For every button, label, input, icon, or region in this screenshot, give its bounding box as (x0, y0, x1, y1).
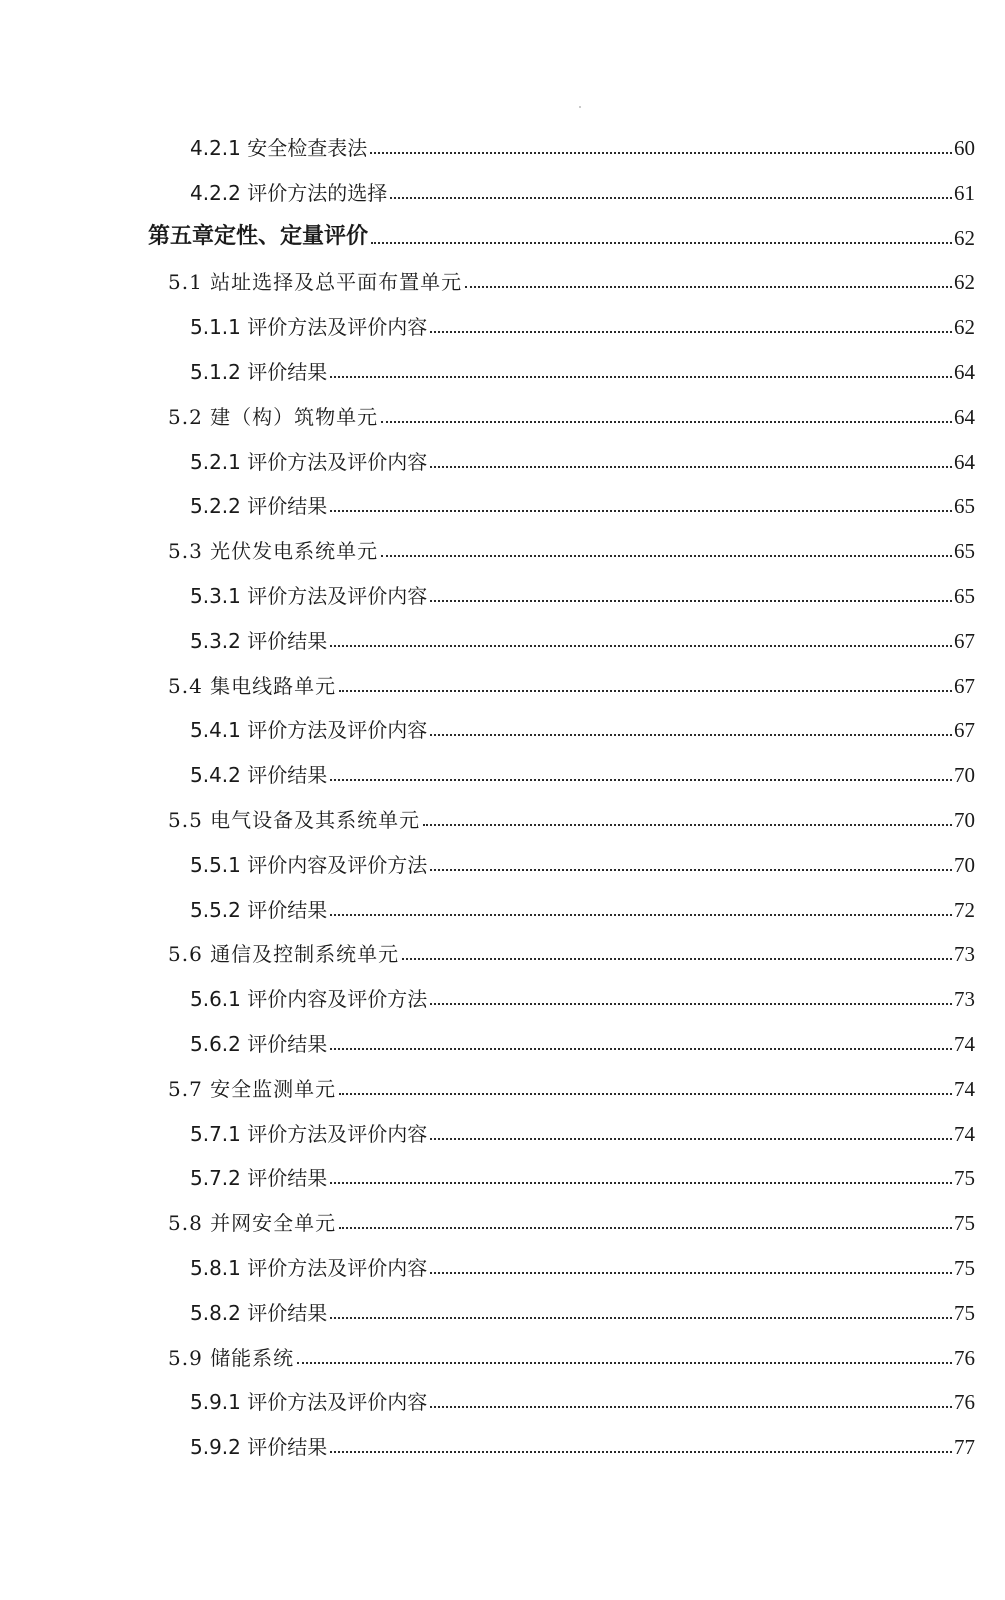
toc-entry-label: 5.7 安全监测单元 (168, 1077, 337, 1101)
toc-entry-page-number: 62 (954, 270, 975, 294)
toc-entry-page-number: 75 (954, 1256, 975, 1280)
toc-entry-label: 5.1.2 评价结果 (190, 360, 328, 384)
dot-leader (381, 555, 952, 557)
toc-entry-sub[interactable] (190, 120, 975, 160)
dot-leader (430, 734, 952, 736)
toc-entry-page-number: 70 (954, 763, 975, 787)
toc-entry-section[interactable] (168, 792, 975, 832)
toc-entry-page-number: 61 (954, 181, 975, 205)
toc-entry-sub[interactable] (190, 1240, 975, 1280)
dot-leader (330, 779, 952, 781)
toc-entry-label: 5.7.1 评价方法及评价内容 (190, 1122, 428, 1146)
toc-entry-page-number: 65 (954, 494, 975, 518)
toc-entry-sub[interactable] (190, 568, 975, 608)
dot-leader (430, 1406, 952, 1408)
dot-leader (371, 242, 952, 244)
toc-entry-page-number: 75 (954, 1301, 975, 1325)
toc-entry-page-number: 75 (954, 1166, 975, 1190)
toc-entry-label: 5.8.1 评价方法及评价内容 (190, 1256, 428, 1280)
toc-entry-page-number: 73 (954, 942, 975, 966)
toc-entry-section[interactable] (168, 1330, 975, 1370)
toc-entry-page-number: 72 (954, 898, 975, 922)
toc-entry-page-number: 62 (954, 226, 975, 250)
toc-entry-label: 5.9 储能系统 (168, 1346, 295, 1370)
toc-entry-page-number: 75 (954, 1211, 975, 1235)
dot-leader (330, 645, 952, 647)
toc-entry-sub[interactable] (190, 702, 975, 742)
toc-entry-sub[interactable] (190, 344, 975, 384)
dot-leader (330, 1048, 952, 1050)
dot-leader (330, 1317, 952, 1319)
toc-entry-label: 5.9.1 评价方法及评价内容 (190, 1390, 428, 1414)
toc-entry-sub[interactable] (190, 165, 975, 205)
toc-entry-label: 5.6.1 评价内容及评价方法 (190, 987, 428, 1011)
toc-entry-label: 5.4.2 评价结果 (190, 763, 328, 787)
toc-entry-sub[interactable] (190, 837, 975, 877)
dot-leader (430, 1003, 952, 1005)
toc-entry-label: 5.9.2 评价结果 (190, 1435, 328, 1459)
dot-leader (430, 1138, 952, 1140)
toc-entry-sub[interactable] (190, 1419, 975, 1459)
toc-entry-label: 5.1.1 评价方法及评价内容 (190, 315, 428, 339)
toc-entry-page-number: 74 (954, 1032, 975, 1056)
toc-entry-label: 5.8 并网安全单元 (168, 1211, 337, 1235)
toc-entry-page-number: 64 (954, 405, 975, 429)
toc-entry-page-number: 73 (954, 987, 975, 1011)
toc-entry-page-number: 74 (954, 1122, 975, 1146)
toc-entry-sub[interactable] (190, 1150, 975, 1190)
toc-entry-sub[interactable] (190, 971, 975, 1011)
toc-entry-section[interactable] (168, 254, 975, 294)
dot-leader (430, 600, 952, 602)
dot-leader (430, 331, 952, 333)
dot-leader (330, 510, 952, 512)
toc-entry-label: 5.5 电气设备及其系统单元 (168, 808, 421, 832)
dot-leader (297, 1362, 952, 1364)
toc-entry-page-number: 70 (954, 853, 975, 877)
dot-leader (339, 1227, 952, 1229)
dot-leader (330, 914, 952, 916)
toc-entry-page-number: 67 (954, 629, 975, 653)
toc-entry-sub[interactable] (190, 1285, 975, 1325)
dot-leader (402, 958, 952, 960)
toc-entry-section[interactable] (168, 1061, 975, 1101)
toc-entry-label: 5.2 建（构）筑物单元 (168, 405, 379, 429)
dot-leader (370, 152, 952, 154)
toc-entry-label: 5.5.1 评价内容及评价方法 (190, 853, 428, 877)
toc-entry-label: 5.2.1 评价方法及评价内容 (190, 450, 428, 474)
dot-leader (339, 1093, 952, 1095)
toc-entry-label: 5.5.2 评价结果 (190, 898, 328, 922)
toc-entry-page-number: 70 (954, 808, 975, 832)
toc-entry-section[interactable] (168, 1195, 975, 1235)
scan-speck (579, 106, 581, 108)
toc-entry-page-number: 62 (954, 315, 975, 339)
toc-entry-page-number: 77 (954, 1435, 975, 1459)
dot-leader (390, 197, 952, 199)
toc-entry-sub[interactable] (190, 434, 975, 474)
toc-entry-sub[interactable] (190, 882, 975, 922)
dot-leader (339, 690, 952, 692)
dot-leader (330, 1451, 952, 1453)
toc-entry-label: 5.6 通信及控制系统单元 (168, 942, 400, 966)
toc-entry-page-number: 64 (954, 360, 975, 384)
toc-entry-page-number: 67 (954, 718, 975, 742)
toc-entry-sub[interactable] (190, 299, 975, 339)
toc-entry-label: 5.2.2 评价结果 (190, 494, 328, 518)
toc-entry-label: 5.6.2 评价结果 (190, 1032, 328, 1056)
toc-entry-page-number: 76 (954, 1390, 975, 1414)
dot-leader (465, 286, 952, 288)
toc-entry-label: 5.3 光伏发电系统单元 (168, 539, 379, 563)
toc-entry-sub[interactable] (190, 1016, 975, 1056)
toc-entry-page-number: 67 (954, 674, 975, 698)
toc-entry-section[interactable] (168, 658, 975, 698)
toc-entry-page-number: 76 (954, 1346, 975, 1370)
toc-entry-sub[interactable] (190, 747, 975, 787)
toc-entry-label: 4.2.2 评价方法的选择 (190, 181, 388, 205)
toc-entry-label: 5.4 集电线路单元 (168, 674, 337, 698)
toc-entry-sub[interactable] (190, 613, 975, 653)
toc-entry-page-number: 65 (954, 584, 975, 608)
toc-entry-label: 4.2.1 安全检查表法 (190, 136, 368, 160)
dot-leader (430, 869, 952, 871)
toc-entry-label: 5.4.1 评价方法及评价内容 (190, 718, 428, 742)
toc-entry-label: 5.3.2 评价结果 (190, 629, 328, 653)
toc-entry-page-number: 65 (954, 539, 975, 563)
toc-entry-label: 5.3.1 评价方法及评价内容 (190, 584, 428, 608)
toc-entry-section[interactable] (168, 389, 975, 429)
toc-entry-section[interactable] (168, 523, 975, 563)
toc-entry-page-number: 74 (954, 1077, 975, 1101)
dot-leader (381, 421, 952, 423)
dot-leader (430, 466, 952, 468)
dot-leader (330, 376, 952, 378)
toc-entry-section[interactable] (168, 926, 975, 966)
toc-entry-label: 第五章定性、定量评价 (148, 224, 369, 249)
dot-leader (330, 1182, 952, 1184)
toc-entry-page-number: 60 (954, 136, 975, 160)
toc-entry-label: 5.7.2 评价结果 (190, 1166, 328, 1190)
toc-entry-label: 5.8.2 评价结果 (190, 1301, 328, 1325)
toc-entry-page-number: 64 (954, 450, 975, 474)
toc-entry-chapter[interactable] (148, 210, 975, 250)
toc-entry-sub[interactable] (190, 478, 975, 518)
toc-entry-label: 5.1 站址选择及总平面布置单元 (168, 270, 463, 294)
dot-leader (423, 824, 952, 826)
toc-entry-sub[interactable] (190, 1374, 975, 1414)
dot-leader (430, 1272, 952, 1274)
toc-entry-sub[interactable] (190, 1106, 975, 1146)
